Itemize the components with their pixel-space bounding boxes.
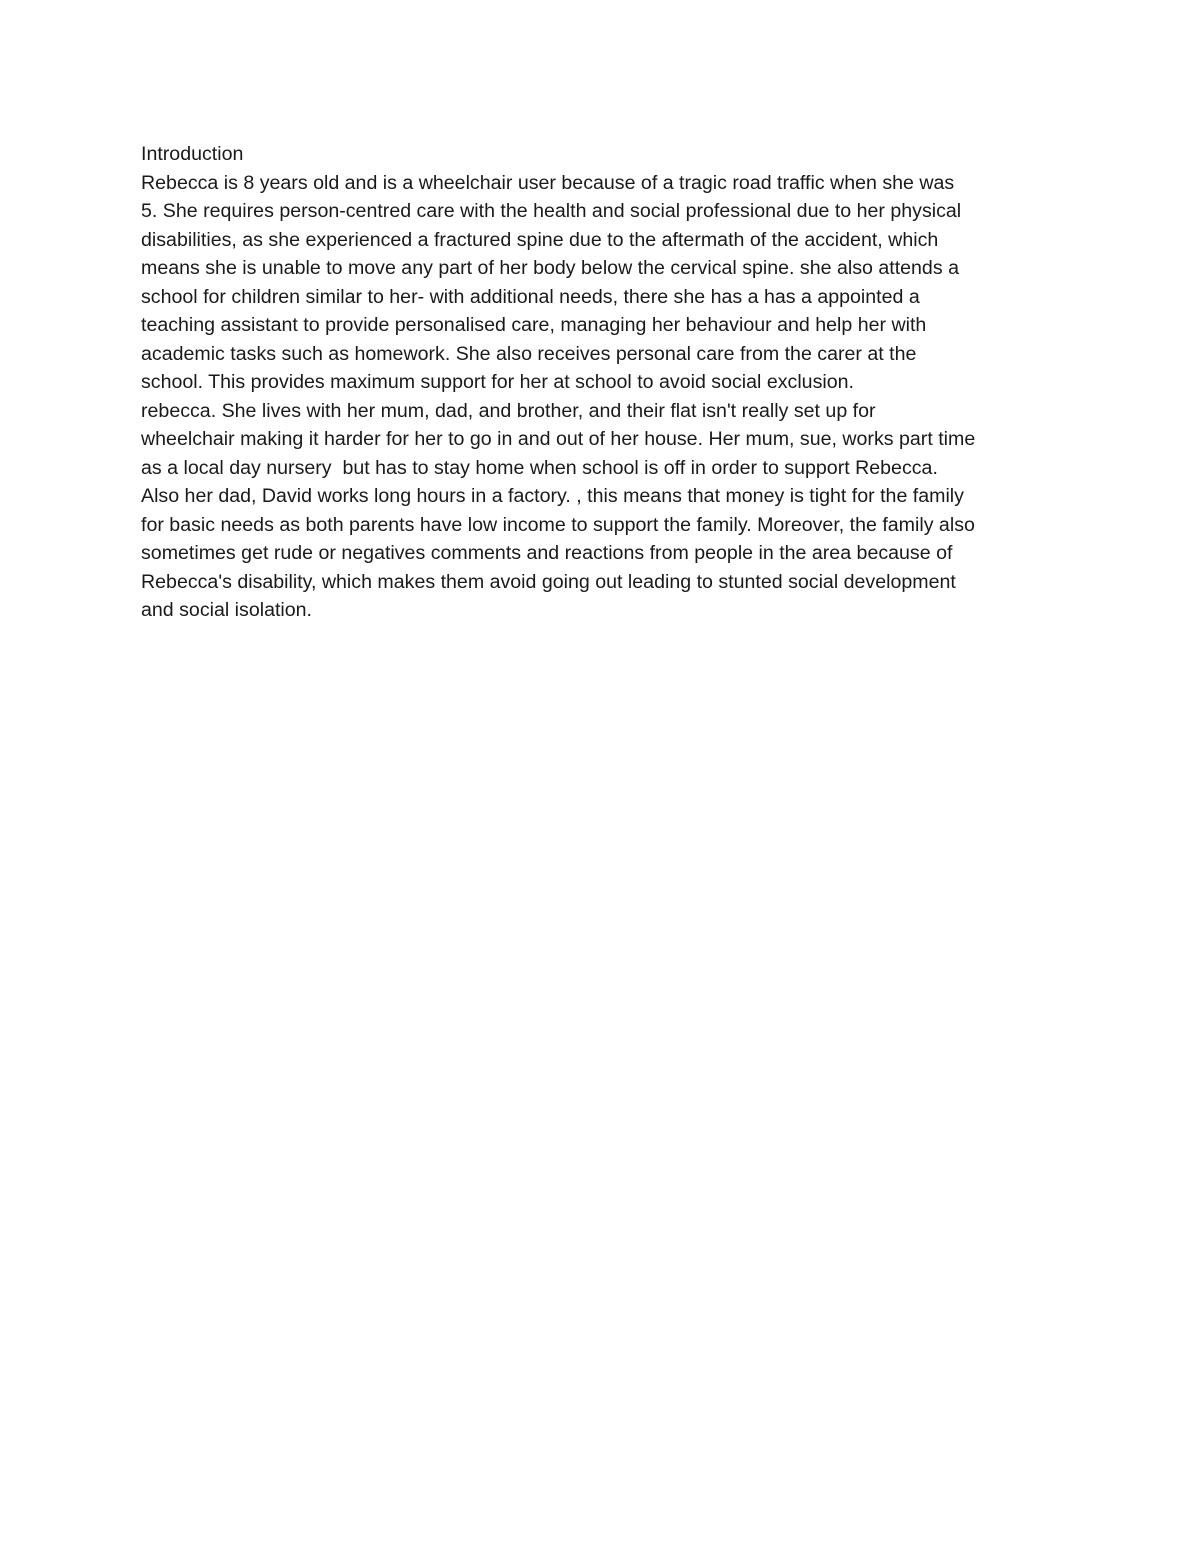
- paragraph-line: disabilities, as she experienced a fractured spine due to the aftermath of the accident, which: [141, 228, 939, 251]
- paragraph-line: academic tasks such as homework. She also receives personal care from the carer at the: [141, 342, 917, 365]
- paragraph-line: Rebecca's disability, which makes them avoid going out leading to stunted social development: [141, 570, 956, 593]
- paragraph-line: school for children similar to her- with additional needs, there she has a has a appointed a: [141, 285, 920, 308]
- paragraph-line: Also her dad, David works long hours in a factory. , this means that money is tight for the family: [141, 485, 964, 507]
- paragraph-line: teaching assistant to provide personalised care, managing her behaviour and help her with: [141, 314, 927, 336]
- paragraph-line: means she is unable to move any part of her body below the cervical spine. she also attends a: [141, 257, 959, 279]
- paragraph-line: as a local day nursery but has to stay home when school is off in order to support Rebecca.: [141, 456, 938, 479]
- paragraph-line: and social isolation.: [141, 599, 313, 621]
- paragraph-line: sometimes get rude or negatives comments and reactions from people in the area because of: [141, 542, 953, 564]
- paragraph-line: Rebecca is 8 years old and is a wheelchair user because of a tragic road traffic when she was: [141, 171, 955, 194]
- paragraph-line: 5. She requires person-centred care with the health and social professional due to her physical: [141, 200, 962, 222]
- document-body: [141, 140, 1101, 625]
- paragraph-line: wheelchair making it harder for her to go in and out of her house. Her mum, sue, works part time: [141, 428, 976, 450]
- paragraph-line: rebecca. She lives with her mum, dad, and brother, and their flat isn't really set up for: [141, 399, 876, 422]
- paragraph-line: school. This provides maximum support for her at school to avoid social exclusion.: [141, 371, 854, 393]
- paragraph-line: for basic needs as both parents have low income to support the family. Moreover, the family also: [141, 513, 975, 536]
- document-heading: Introduction: [141, 143, 244, 165]
